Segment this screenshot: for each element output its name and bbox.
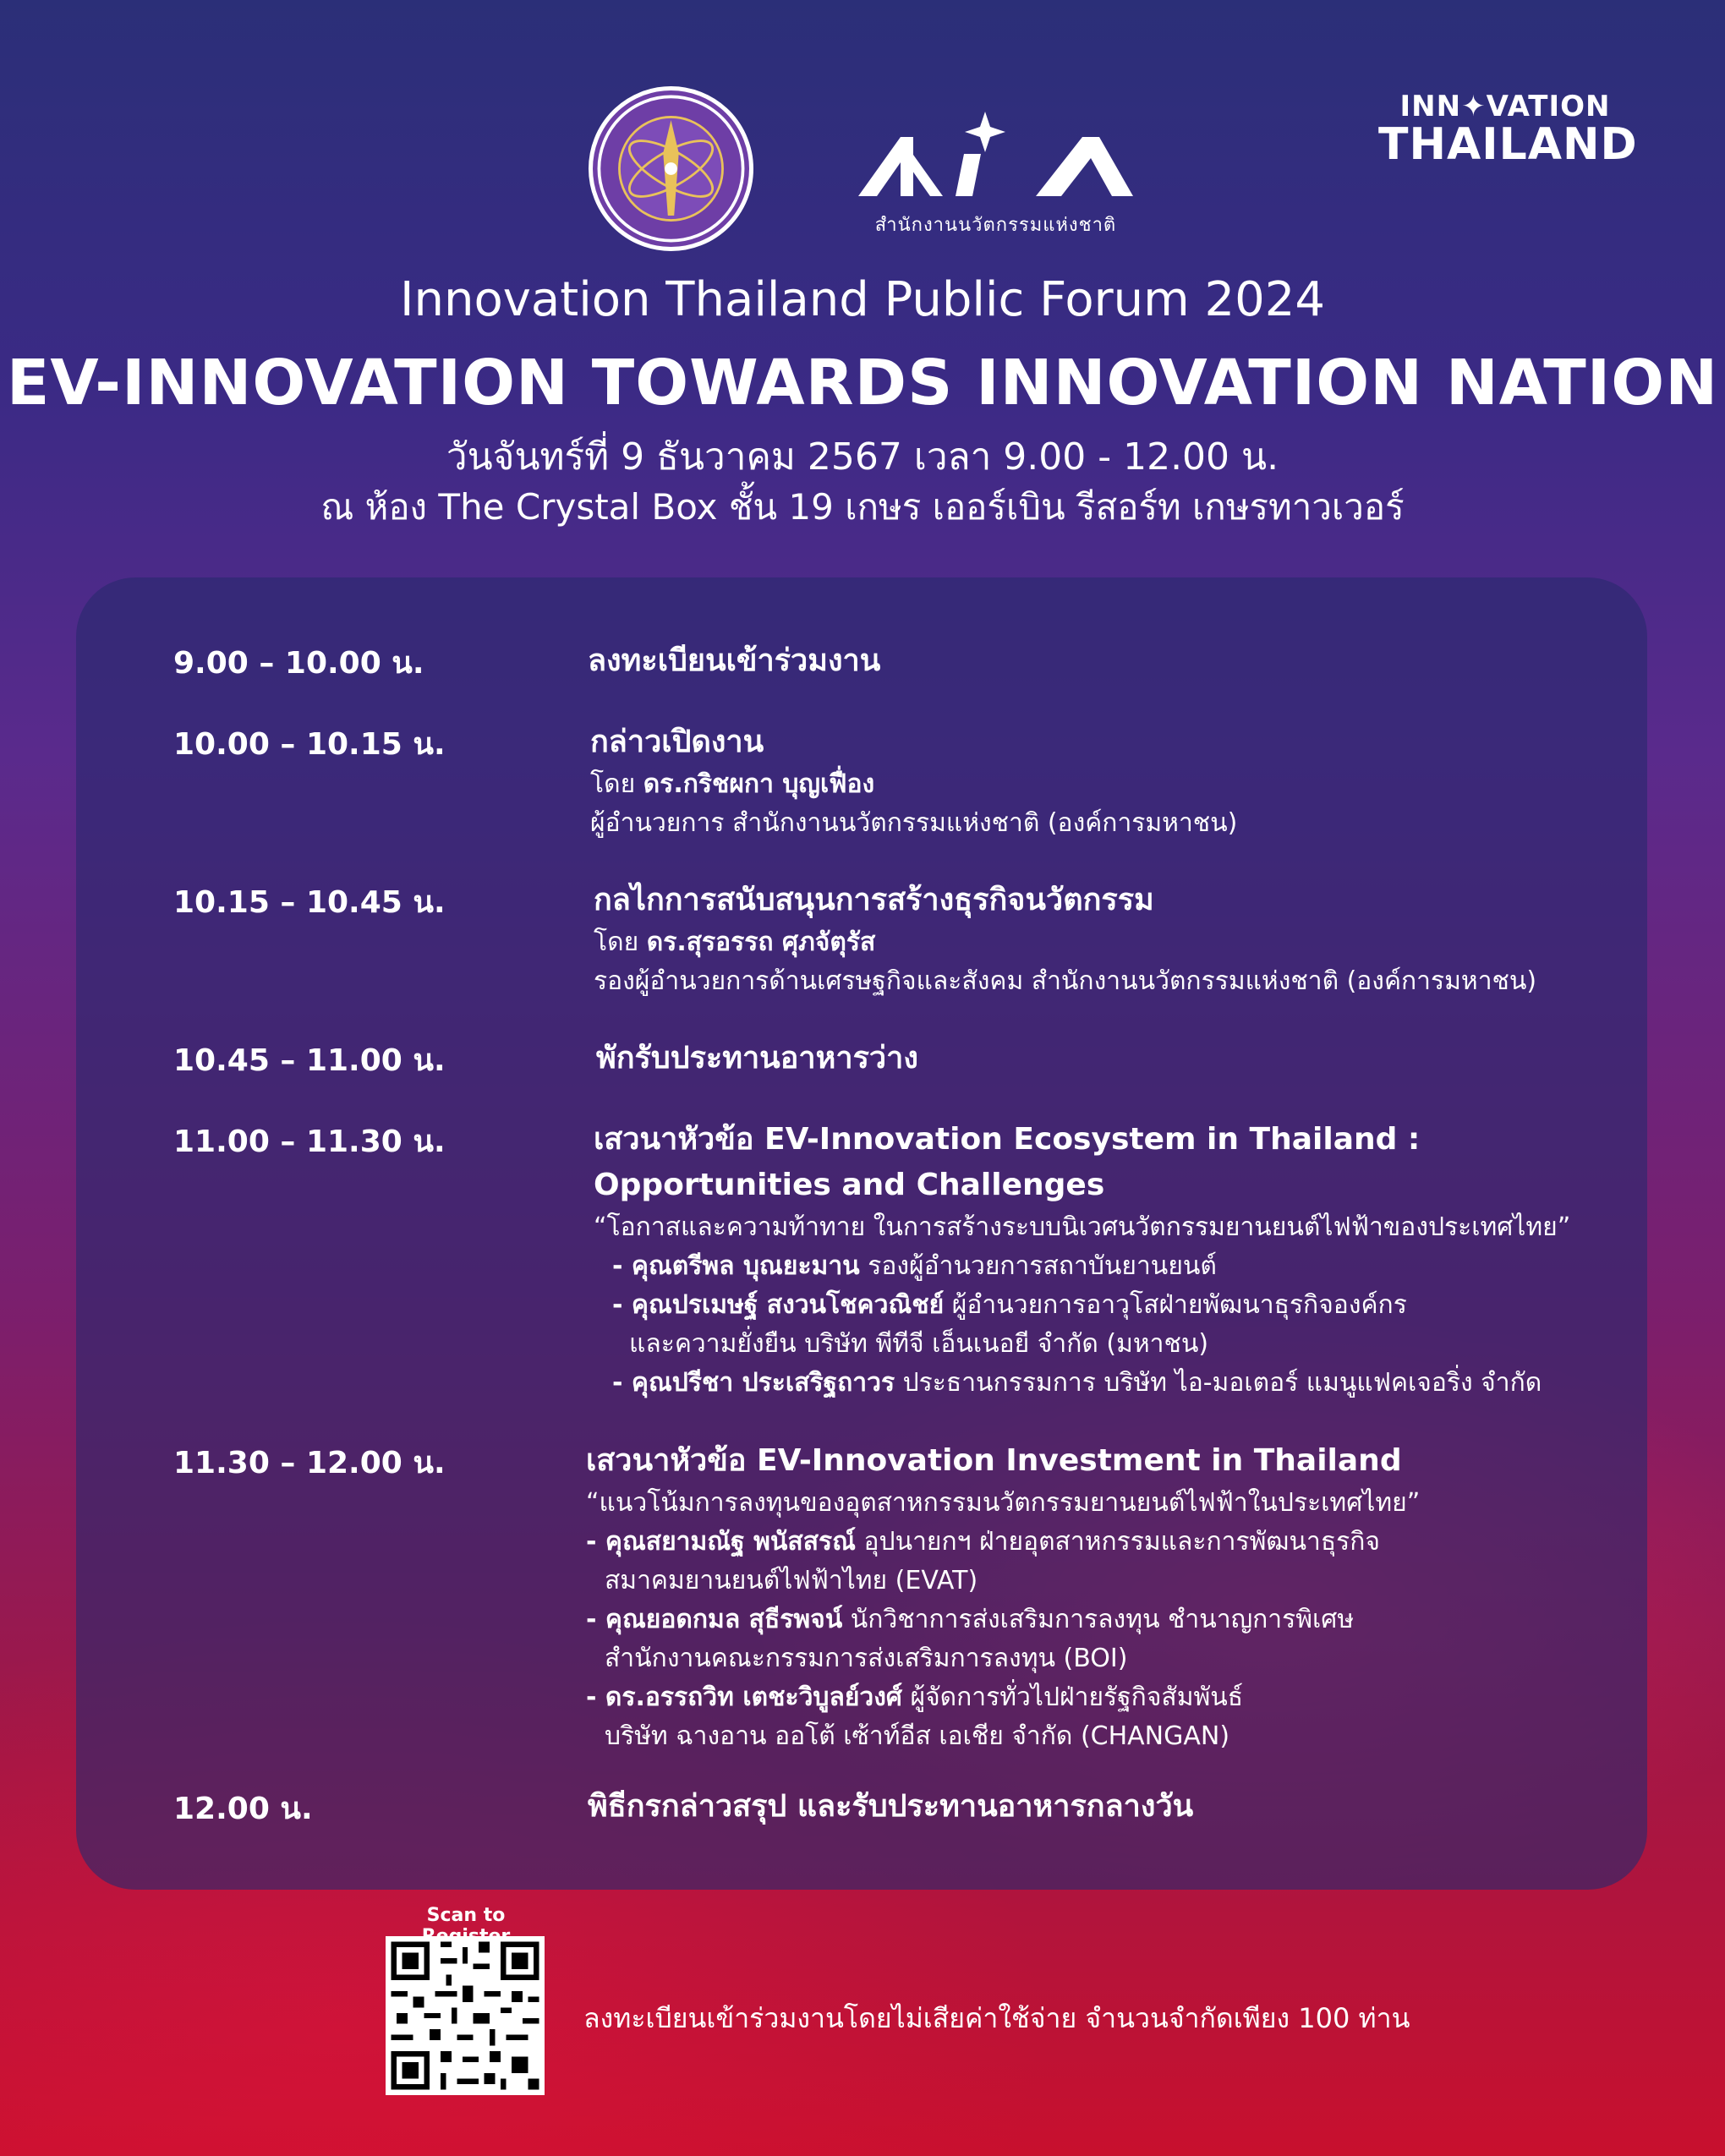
agenda-speaker: [594, 1286, 1625, 1325]
agenda-quote: “โอกาสและความท้าทาย ในการสร้างระบบนิเวศนวัตกรรมยานยนต์ไฟฟ้าของประเทศไทย”: [594, 1212, 1571, 1242]
speaker-name: - คุณสยามณัฐ พนัสสรณ์: [586, 1527, 856, 1557]
ministry-seal-icon: [589, 86, 753, 251]
speaker-detail: นักวิชาการส่งเสริมการลงทุน ชำนาญการพิเศษ: [842, 1605, 1355, 1634]
agenda-time: 9.00 – 10.00 น.: [173, 646, 424, 681]
agenda-speaker: [590, 765, 1622, 804]
agenda-title: เสวนาหัวข้อ EV-Innovation Investment in Thailand: [586, 1443, 1402, 1478]
innovation-thailand-bottom: THAILAND: [1378, 119, 1638, 170]
speaker-name: - คุณยอดกมล สุธีรพจน์: [586, 1605, 843, 1634]
speaker-detail: อุปนายกฯ ฝ่ายอุตสาหกรรมและการพัฒนาธุรกิจ: [855, 1527, 1381, 1557]
header: [0, 0, 1725, 558]
registration-qr-code[interactable]: [386, 1936, 545, 2095]
qr-code-icon: [386, 1936, 545, 2095]
agenda-title: กล่าวเปิดงาน: [590, 725, 764, 759]
forum-title: Innovation Thailand Public Forum 2024: [400, 272, 1325, 327]
speaker-detail: ผู้จัดการทั่วไปฝ่ายรัฐกิจสัมพันธ์: [901, 1683, 1244, 1712]
agenda-panel: [76, 577, 1647, 1890]
agenda-time: 10.15 – 10.45 น.: [173, 885, 446, 920]
agenda-speaker: [594, 1247, 1625, 1286]
agenda-title: พักรับประทานอาหารว่าง: [596, 1041, 918, 1075]
qr-label: Scan to: [426, 1905, 506, 1926]
speaker-detail-cont: และความยั่งยืน บริษัท พีทีจี เอ็นเนอยี จำกัด (มหาชน): [629, 1329, 1209, 1359]
agenda-time: 10.45 – 11.00 น.: [173, 1043, 446, 1078]
agenda-speaker: [594, 1364, 1625, 1403]
agenda-time: 12.00 น.: [173, 1792, 313, 1826]
agenda-speaker: [586, 1601, 1618, 1639]
speaker-detail: ผู้อำนวยการอาวุโสฝ่ายพัฒนาธุรกิจองค์กร: [944, 1290, 1407, 1320]
by-prefix: โดย: [590, 769, 643, 799]
agenda-title: เสวนาหัวข้อ EV-Innovation Ecosystem in Thailand :: [594, 1122, 1421, 1157]
registration-note: ลงทะเบียนเข้าร่วมงานโดยไม่เสียค่าใช้จ่าย จำนวนจำกัดเพียง 100 ท่าน: [583, 2002, 1410, 2034]
agenda-time: 10.00 – 10.15 น.: [173, 727, 446, 762]
agenda-title-cont: Opportunities and Challenges: [594, 1168, 1105, 1202]
nia-subtitle: สำนักงานนวัตกรรมแห่งชาติ: [874, 215, 1117, 236]
speaker-detail-cont: สมาคมยานยนต์ไฟฟ้าไทย (EVAT): [605, 1566, 978, 1595]
agenda-role: รองผู้อำนวยการด้านเศรษฐกิจและสังคม สำนักงานนวัตกรรมแห่งชาติ (องค์การมหาชน): [594, 966, 1537, 996]
speaker-name: - คุณปรีชา ประเสริฐถาวร: [612, 1368, 895, 1398]
agenda-quote: “แนวโน้มการลงทุนของอุตสาหกรรมนวัตกรรมยานยนต์ไฟฟ้าในประเทศไทย”: [586, 1488, 1421, 1518]
agenda-title: ลงทะเบียนเข้าร่วมงาน: [588, 643, 881, 678]
speaker-name: ดร.กริชผกา บุญเฟื่อง: [643, 769, 875, 799]
event-venue: ณ ห้อง The Crystal Box ชั้น 19 เกษร เออร์เบิน รีสอร์ท เกษรทาวเวอร์: [320, 486, 1405, 528]
event-date: วันจันทร์ที่ 9 ธันวาคม 2567 เวลา 9.00 - 12.00 น.: [446, 435, 1279, 479]
agenda-title: พิธีกรกล่าวสรุป และรับประทานอาหารกลางวัน: [588, 1789, 1194, 1824]
agenda-time: 11.00 – 11.30 น.: [173, 1125, 446, 1159]
speaker-name: - ดร.อรรถวิท เตชะวิบูลย์วงศ์: [586, 1683, 902, 1712]
nia-logo: [850, 103, 1142, 238]
innovation-thailand-logo: [1378, 90, 1638, 170]
speaker-detail-cont: สำนักงานคณะกรรมการส่งเสริมการลงทุน (BOI): [605, 1644, 1128, 1673]
speaker-name: - คุณปรเมษฐ์ สงวนโชควณิชย์: [612, 1290, 945, 1320]
headline: EV-INNOVATION TOWARDS INNOVATION NATION: [6, 347, 1719, 419]
speaker-name: - คุณตรีพล บุณยะมาน: [612, 1251, 860, 1281]
speaker-name: ดร.สุรอรรถ ศุภจัตุรัส: [646, 928, 876, 957]
agenda-speaker: [586, 1523, 1618, 1562]
agenda-time: 11.30 – 12.00 น.: [173, 1446, 446, 1480]
innovation-thailand-top: INN✦VATION: [1399, 90, 1611, 123]
ministry-seal-graphic: [593, 90, 749, 247]
speaker-detail: ประธานกรรมการ บริษัท ไอ-มอเตอร์ แมนูแฟคเจอริ่ง จำกัด: [895, 1368, 1542, 1398]
by-prefix: โดย: [594, 928, 647, 957]
nia-mark-icon: [850, 103, 1142, 205]
agenda-title: กลไกการสนับสนุนการสร้างธุรกิจนวัตกรรม: [594, 883, 1154, 917]
agenda-speaker: [586, 1678, 1618, 1717]
agenda-role: ผู้อำนวยการ สำนักงานนวัตกรรมแห่งชาติ (องค์การมหาชน): [590, 808, 1238, 838]
agenda-speaker: [594, 923, 1625, 962]
speaker-detail-cont: บริษัท ฉางอาน ออโต้ เซ้าท์อีส เอเชีย จำกัด (CHANGAN): [605, 1721, 1230, 1751]
speaker-detail: รองผู้อำนวยการสถาบันยานยนต์: [859, 1251, 1217, 1281]
